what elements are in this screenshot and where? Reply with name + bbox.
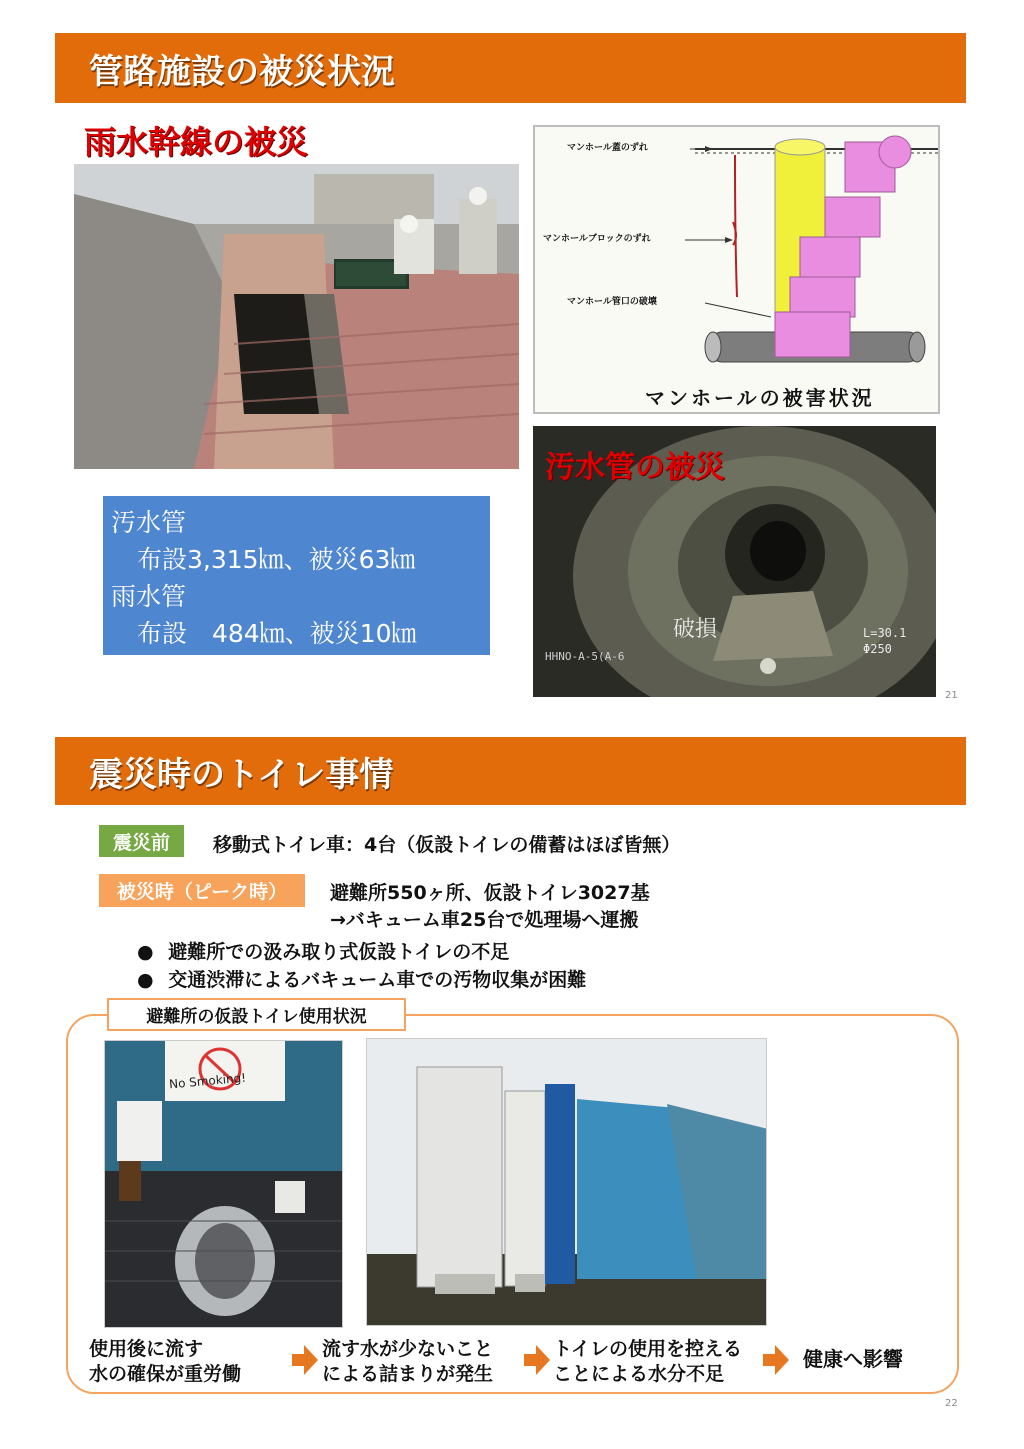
flow-step-3-line2: ことによる水分不足 [553, 1363, 725, 1385]
sewage-pipe-stats: 布設3,315㎞、被災63㎞ [137, 545, 416, 574]
peak-tag: 被災時（ピーク時） [99, 874, 305, 907]
label-block-shift: マンホールブロックのずれ [543, 234, 651, 244]
camera-readout-length: L=30.1 [863, 626, 907, 640]
flow-step-1 [89, 1337, 241, 1387]
flow-step-3 [553, 1337, 742, 1387]
bullet-text-2: 交通渋滞によるバキューム車での汚物収集が困難 [168, 969, 587, 991]
before-disaster-text: 移動式トイレ車：4台（仮設トイレの備蓄はほぼ皆無） [213, 834, 681, 856]
flow-step-2-line2: による詰まりが発生 [322, 1363, 494, 1385]
manhole-diagram [533, 125, 940, 414]
label-pipe-break: マンホール管口の破壊 [567, 297, 657, 307]
slide22-banner-title: 震災時のトイレ事情 [89, 754, 394, 795]
sewage-title: 汚水管の被災 [545, 450, 725, 485]
toilet-usage-label: 避難所の仮設トイレ使用状況 [107, 998, 406, 1031]
label-lid-shift: マンホール蓋のずれ [567, 143, 648, 153]
rain-trunk-photo [74, 164, 519, 469]
diagram-caption: マンホールの被害状況 [645, 386, 875, 410]
page-number-22: 22 [945, 1398, 958, 1409]
flow-step-1-line1: 使用後に流す [89, 1338, 204, 1360]
camera-code: HHNO-A-5(A-6 [545, 650, 625, 663]
squat-toilet-photo [104, 1040, 343, 1328]
slide22-banner [55, 737, 966, 805]
flow-arrow-icon [524, 1345, 550, 1375]
bullet-dot-icon: ● [137, 941, 154, 963]
page-number-21: 21 [945, 690, 958, 701]
flow-step-4 [803, 1347, 903, 1372]
no-smoking-sign: No Smoking! [168, 1070, 247, 1092]
peak-text-2: →バキューム車25台で処理場へ運搬 [330, 909, 639, 931]
camera-readout-diameter: Φ250 [863, 642, 892, 656]
damage-label: 破損 [673, 617, 718, 642]
slide21-banner [55, 33, 966, 103]
bullet-item-1 [137, 937, 509, 964]
sewage-pipe-photo [533, 426, 936, 697]
flow-arrow-icon [292, 1345, 318, 1375]
before-disaster-tag: 震災前 [99, 825, 184, 857]
flow-step-1-line2: 水の確保が重労働 [89, 1363, 242, 1385]
flow-arrow-icon [763, 1345, 789, 1375]
rain-pipe-stats: 布設 484㎞、被災10㎞ [137, 619, 417, 648]
flow-step-4-line1: 健康へ影響 [803, 1347, 903, 1371]
sewage-pipe-label: 汚水管 [111, 508, 187, 537]
flow-step-2 [322, 1337, 493, 1387]
rain-trunk-title: 雨水幹線の被災 [84, 123, 309, 161]
bullet-dot-icon: ● [137, 969, 154, 991]
rain-pipe-label: 雨水管 [111, 582, 187, 611]
temporary-toilets-photo [366, 1038, 767, 1326]
flow-step-3-line1: トイレの使用を控える [553, 1338, 743, 1360]
flow-step-2-line1: 流す水が少ないこと [322, 1338, 494, 1360]
pipe-stats-box [103, 496, 490, 655]
bullet-item-2 [137, 965, 586, 992]
bullet-text-1: 避難所での汲み取り式仮設トイレの不足 [168, 941, 510, 963]
slide21-banner-title: 管路施設の被災状況 [89, 51, 395, 92]
peak-text-1: 避難所550ヶ所、仮設トイレ3027基 [330, 882, 650, 904]
